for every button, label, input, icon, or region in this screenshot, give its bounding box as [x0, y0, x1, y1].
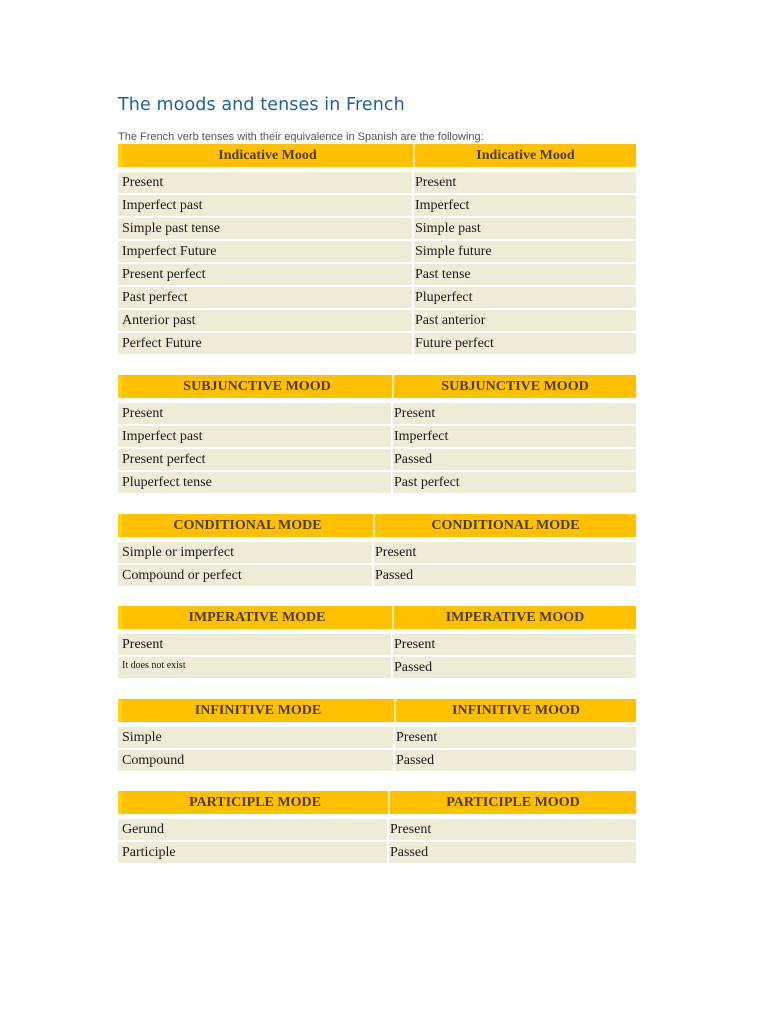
cell-spanish: Passed [374, 565, 636, 586]
conditional-mode-table [118, 514, 636, 586]
table-row [118, 449, 636, 470]
cell-spanish: Present [389, 819, 636, 840]
table-row [118, 195, 636, 216]
participle-mode-table [118, 791, 636, 863]
cell-french: Past perfect [118, 287, 414, 308]
table-row [118, 542, 636, 563]
cell-french: Pluperfect tense [118, 472, 393, 493]
header-french: SUBJUNCTIVE MOOD [122, 375, 394, 398]
table-row [118, 750, 636, 771]
cell-spanish: Present [393, 634, 636, 655]
header-french: Indicative Mood [122, 144, 415, 167]
cell-spanish: Passed [393, 657, 636, 678]
header-spanish: Indicative Mood [415, 144, 636, 167]
header-french: IMPERATIVE MODE [122, 606, 394, 629]
cell-french: Simple [118, 727, 395, 748]
cell-spanish: Imperfect [414, 195, 636, 216]
table-row [118, 241, 636, 262]
cell-french: Compound [118, 750, 395, 771]
cell-french: Participle [118, 842, 389, 863]
table-row [118, 333, 636, 354]
table-header-row [118, 699, 636, 722]
cell-spanish: Present [393, 403, 636, 424]
cell-french: Present perfect [118, 264, 414, 285]
table-row [118, 842, 636, 863]
cell-spanish: Imperfect [393, 426, 636, 447]
header-french: INFINITIVE MODE [122, 699, 396, 722]
cell-spanish: Present [374, 542, 636, 563]
header-spanish: SUBJUNCTIVE MOOD [394, 375, 636, 398]
infinitive-mode-table [118, 699, 636, 771]
cell-spanish: Passed [389, 842, 636, 863]
cell-french: Present [118, 403, 393, 424]
cell-spanish: Future perfect [414, 333, 636, 354]
cell-spanish: Passed [393, 449, 636, 470]
subjunctive-mood-table [118, 375, 636, 493]
header-french: CONDITIONAL MODE [122, 514, 375, 537]
header-spanish: PARTICIPLE MOOD [390, 791, 636, 814]
cell-spanish: Present [395, 727, 636, 748]
header-spanish: IMPERATIVE MOOD [394, 606, 636, 629]
cell-french: Perfect Future [118, 333, 414, 354]
cell-french: Anterior past [118, 310, 414, 331]
header-spanish: INFINITIVE MOOD [396, 699, 636, 722]
intro-text: The French verb tenses with their equivalence in Spanish are the following: [118, 131, 484, 143]
table-row [118, 819, 636, 840]
cell-french: Compound or perfect [118, 565, 374, 586]
cell-french: Present [118, 172, 414, 193]
cell-spanish: Past anterior [414, 310, 636, 331]
indicative-mood-table [118, 144, 636, 354]
table-row [118, 264, 636, 285]
table-row [118, 172, 636, 193]
cell-french: Present perfect [118, 449, 393, 470]
table-row [118, 634, 636, 655]
page-title: The moods and tenses in French [118, 95, 405, 115]
header-french: PARTICIPLE MODE [122, 791, 390, 814]
cell-spanish: Simple past [414, 218, 636, 239]
table-row [118, 218, 636, 239]
cell-french: Simple past tense [118, 218, 414, 239]
table-header-row [118, 791, 636, 814]
cell-french: Imperfect past [118, 426, 393, 447]
table-row [118, 403, 636, 424]
cell-french: Imperfect Future [118, 241, 414, 262]
table-row [118, 657, 636, 678]
cell-spanish: Simple future [414, 241, 636, 262]
table-header-row [118, 375, 636, 398]
table-row [118, 310, 636, 331]
table-header-row [118, 606, 636, 629]
cell-french: Present [118, 634, 393, 655]
cell-spanish: Past tense [414, 264, 636, 285]
table-row [118, 426, 636, 447]
table-row [118, 565, 636, 586]
table-row [118, 287, 636, 308]
cell-french: It does not exist [118, 657, 393, 678]
imperative-mode-table [118, 606, 636, 678]
cell-french: Gerund [118, 819, 389, 840]
table-header-row [118, 144, 636, 167]
cell-spanish: Past perfect [393, 472, 636, 493]
cell-spanish: Pluperfect [414, 287, 636, 308]
cell-french: Simple or imperfect [118, 542, 374, 563]
cell-spanish: Passed [395, 750, 636, 771]
cell-spanish: Present [414, 172, 636, 193]
cell-french: Imperfect past [118, 195, 414, 216]
table-row [118, 472, 636, 493]
header-spanish: CONDITIONAL MODE [375, 514, 636, 537]
table-header-row [118, 514, 636, 537]
table-row [118, 727, 636, 748]
